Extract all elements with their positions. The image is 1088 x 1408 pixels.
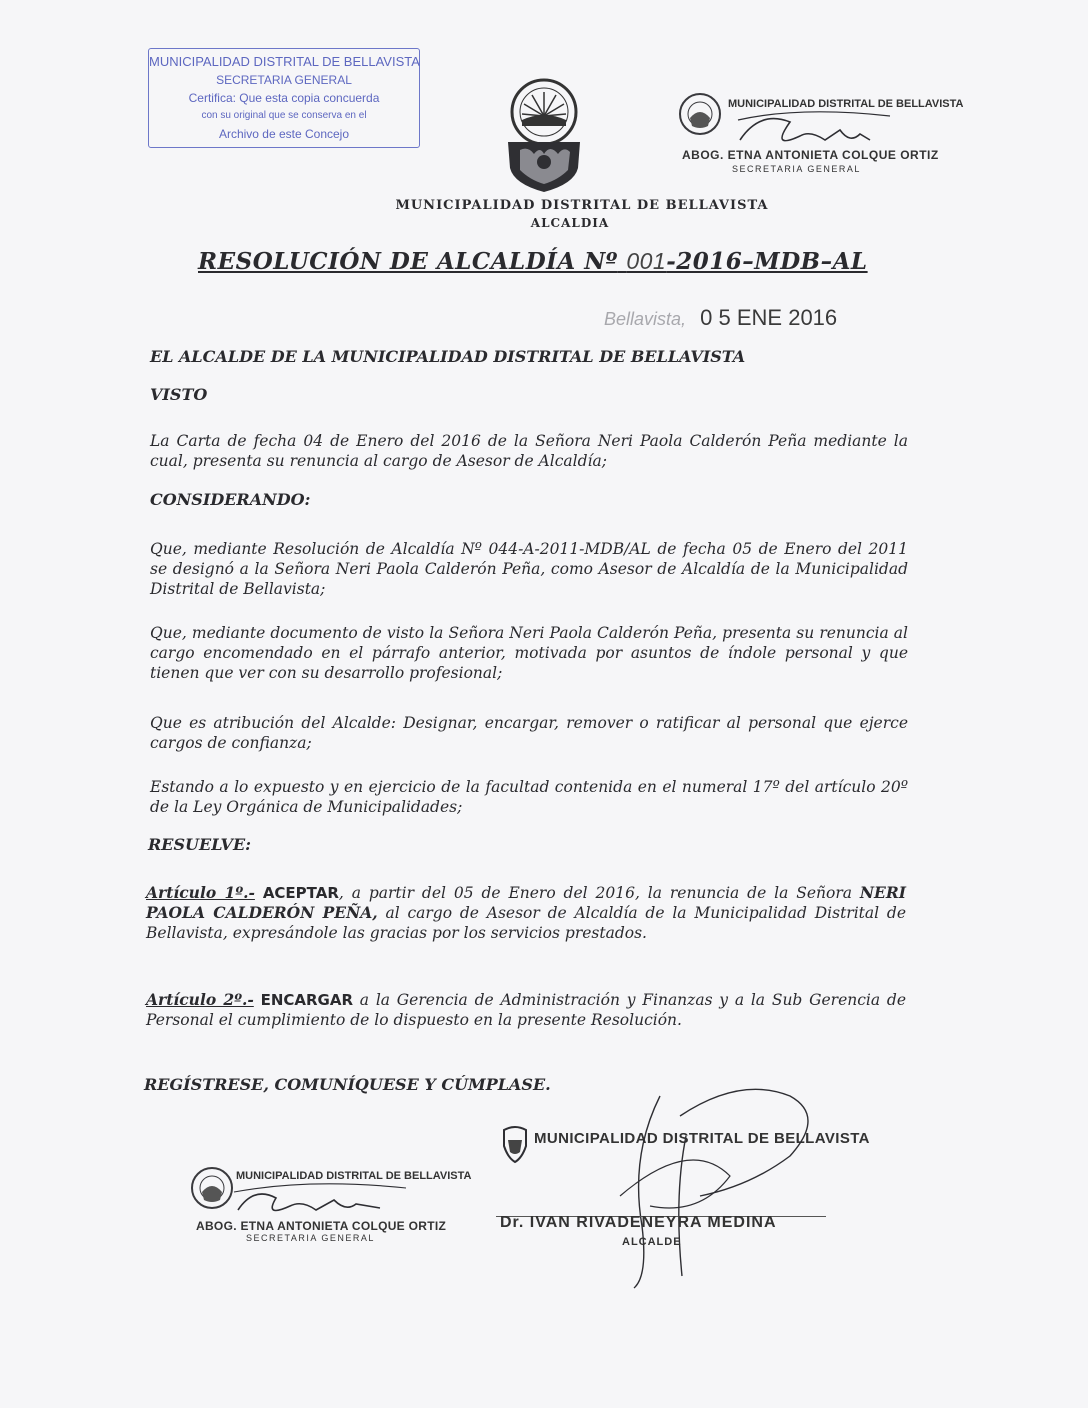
stamp-line-5: Archivo de este Concejo — [218, 127, 350, 141]
signature-scribble-left — [230, 1174, 410, 1222]
considerando-paragraph-3: Que es atribución del Alcalde: Designar, encargar, remover o ratificar al personal que ejerce cargos de confianza; — [150, 714, 908, 752]
signature-scribble-right — [590, 1076, 830, 1296]
seal-top-right-name: ABOG. ETNA ANTONIETA COLQUE ORTIZ — [682, 148, 939, 162]
visto-text: La Carta de fecha 04 de Enero del 2016 de la Señora Neri Paola Calderón Peña mediante la cual, presenta su renuncia al cargo de Asesor de Alcaldía; — [150, 432, 908, 470]
article-2-text: a la Gerencia de Administración y Finanzas y a la Sub Gerencia de Personal el cumplimiento de lo dispuesto en la presente Resolución. — [146, 991, 906, 1029]
seal-top-right-ring: MUNICIPALIDAD DISTRITAL DE BELLAVISTA — [728, 98, 964, 110]
authority-line: EL ALCALDE DE LA MUNICIPALIDAD DISTRITAL DE BELLAVISTA — [150, 347, 746, 366]
stamp-line-1: MUNICIPALIDAD DISTRITAL DE BELLAVISTA — [149, 54, 420, 69]
signature-left-name: ABOG. ETNA ANTONIETA COLQUE ORTIZ — [196, 1219, 447, 1233]
article-1-label: Artículo 1º.- — [146, 883, 255, 902]
date-stamp: 0 5 ENE 2016 — [700, 305, 838, 330]
article-2 — [146, 990, 906, 1030]
seal-top-right-role: SECRETARIA GENERAL — [732, 164, 861, 174]
considerando-paragraph-1: Que, mediante Resolución de Alcaldía Nº 044-A-2011-MDB/AL de fecha 05 de Enero del 2011 se designó a la Señora Neri Paola Calderón Peña, como Asesor de Alcaldía de la Municipalidad Distrital de Bellavista; — [150, 540, 908, 598]
seal-right-icon — [498, 1124, 532, 1164]
title-number: 001 — [626, 248, 667, 274]
visto-heading: VISTO — [150, 385, 208, 404]
stamp-line-3: Certifica: Que esta copia concuerda — [188, 91, 380, 105]
date-place: Bellavista, — [604, 309, 687, 329]
seal-left-icon — [190, 1166, 234, 1210]
signature-right-org: MUNICIPALIDAD DISTRITAL DE BELLAVISTA — [534, 1130, 870, 1147]
considerando-paragraph-4: Estando a lo expuesto y en ejercicio de la facultad contenida en el numeral 17º del artículo 20º de la Ley Orgánica de Municipalidades; — [150, 778, 908, 816]
stamp-line-4: con su original que se conserva en el — [201, 110, 367, 121]
article-1-text-a: , a partir del 05 de Enero del 2016, la renuncia de la Señora — [338, 884, 860, 902]
certification-stamp — [148, 48, 420, 148]
seal-left-ring: MUNICIPALIDAD DISTRITAL DE BELLAVISTA — [236, 1170, 472, 1182]
resolution-title — [198, 248, 868, 275]
article-1-name: NERI PAOLA CALDERÓN PEÑA, — [146, 883, 907, 922]
title-suffix: -2016–MDB–AL — [666, 248, 868, 275]
signature-left-role: SECRETARIA GENERAL — [246, 1233, 375, 1243]
article-1 — [146, 883, 906, 943]
considerando-heading: CONSIDERANDO: — [150, 490, 311, 509]
header-office: ALCALDIA — [530, 216, 610, 230]
date-line — [604, 305, 837, 331]
resuelve-heading: RESUELVE: — [148, 835, 252, 854]
article-1-verb: ACEPTAR — [262, 884, 339, 902]
seal-top-right-icon — [678, 92, 722, 136]
stamp-line-2: SECRETARIA GENERAL — [216, 73, 352, 87]
closing-line: REGÍSTRESE, COMUNÍQUESE Y CÚMPLASE. — [144, 1075, 551, 1094]
signature-right-role: ALCALDE — [622, 1236, 682, 1248]
municipal-crest-icon — [498, 76, 590, 194]
article-1-text-b: al cargo de Asesor de Alcaldía de la Municipalidad Distrital de Bellavista, expresándole las gracias por los servicios prestados. — [146, 904, 906, 942]
header-org: MUNICIPALIDAD DISTRITAL DE BELLAVISTA — [395, 198, 769, 213]
signature-right-name: Dr. IVAN RIVADENEYRA MEDINA — [500, 1214, 777, 1231]
article-2-label: Artículo 2º.- — [146, 990, 254, 1009]
article-2-verb: ENCARGAR — [260, 991, 354, 1009]
considerando-paragraph-2: Que, mediante documento de visto la Señora Neri Paola Calderón Peña, presenta su renuncia al cargo encomendado en el párrafo anterior, motivada por asuntos de índole personal y que tienen que ver con su desarrollo profesional; — [150, 624, 908, 682]
title-prefix: RESOLUCIÓN DE ALCALDÍA Nº — [198, 248, 618, 275]
